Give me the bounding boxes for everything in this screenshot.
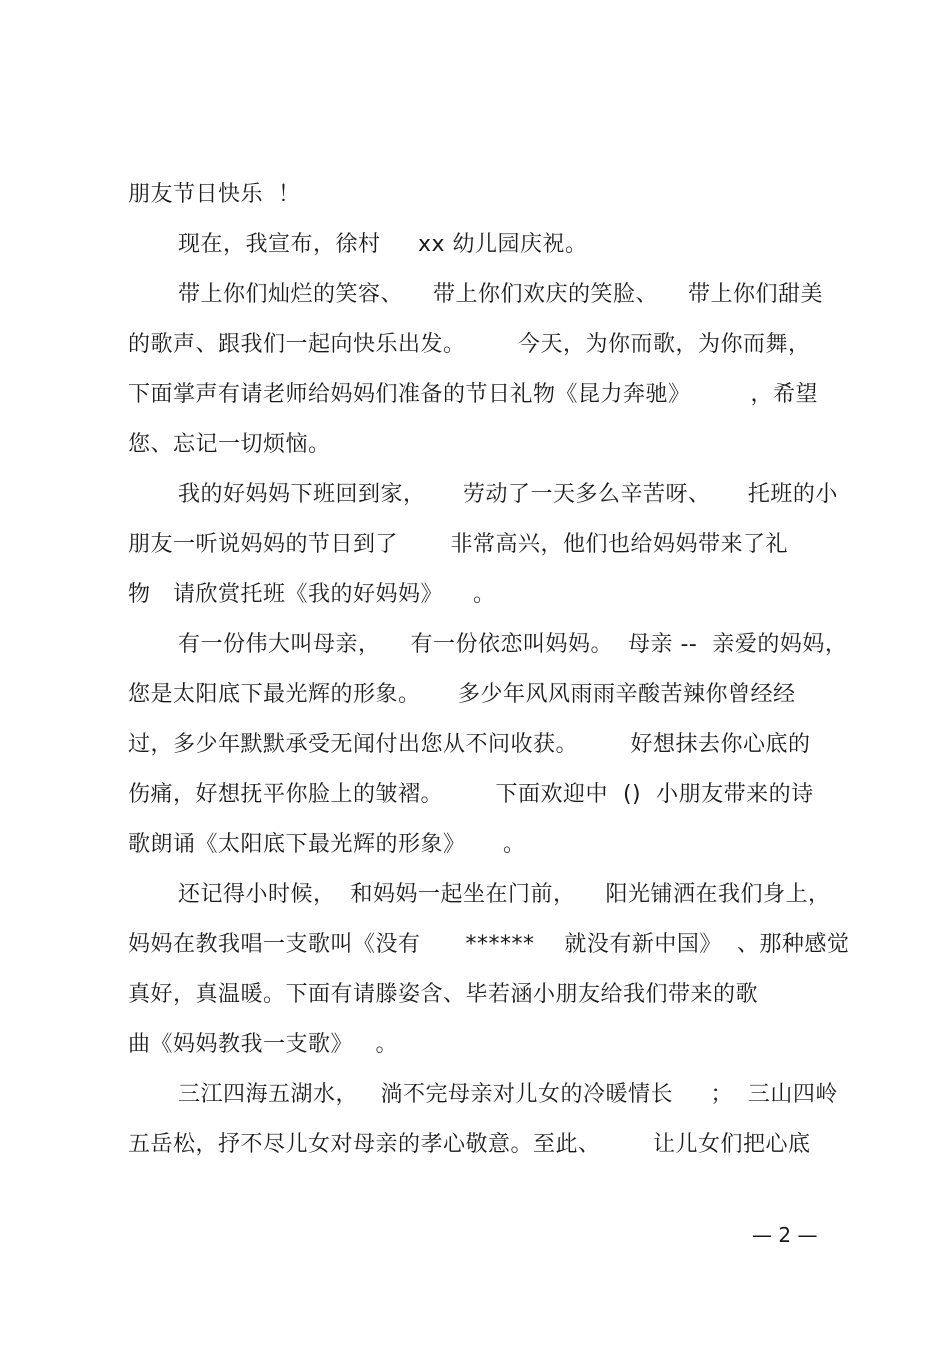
text-line: 下面掌声有请老师给妈妈们准备的节日礼物《昆力奔驰》 ，希望 <box>128 382 818 407</box>
text-line: 物 请欣赏托班《我的好妈妈》 。 <box>128 582 496 607</box>
text-line: 我的好妈妈下班回到家， 劳动了一天多么辛苦呀、 托班的小 <box>178 482 838 507</box>
text-line: 带上你们灿烂的笑容、 带上你们欢庆的笑脸、 带上你们甜美 <box>178 282 823 307</box>
text-line: 您、忘记一切烦恼。 <box>128 432 331 457</box>
page-number: — 2 — <box>752 1223 818 1247</box>
text-line: 歌朗诵《太阳底下最光辉的形象》 。 <box>128 832 526 857</box>
text-line: 朋友一听说妈妈的节日到了 非常高兴，他们也给妈妈带来了礼 <box>128 532 788 557</box>
text-line: 有一份伟大叫母亲， 有一份依恋叫妈妈。 母亲 -- 亲爱的妈妈， <box>178 632 848 657</box>
text-line: 的歌声、跟我们一起向快乐出发。 今天，为你而歌，为你而舞， <box>128 332 811 357</box>
text-line: 妈妈在教我唱一支歌叫《没有 ****** 就没有新中国》 、那种感觉 <box>128 932 850 957</box>
text-line: 真好，真温暖。下面有请滕姿含、毕若涵小朋友给我们带来的歌 <box>128 982 759 1007</box>
text-line: 五岳松，抒不尽儿女对母亲的孝心敬意。至此、 让儿女们把心底 <box>128 1132 811 1157</box>
text-line: 您是太阳底下最光辉的形象。 多少年风风雨雨辛酸苦辣你曾经经 <box>128 682 796 707</box>
text-line: 朋友节日快乐 ！ <box>128 182 301 207</box>
text-line: 现在，我宣布，徐村 xx 幼儿园庆祝。 <box>178 232 588 257</box>
text-line: 三江四海五湖水， 淌不完母亲对儿女的冷暖情长 ； 三山四岭 <box>178 1082 838 1107</box>
text-line: 伤痛，好想抚平你脸上的皱褶。 下面欢迎中 () 小朋友带来的诗 <box>128 782 814 807</box>
text-line: 还记得小时候， 和妈妈一起坐在门前， 阳光铺洒在我们身上， <box>178 882 831 907</box>
text-line: 过，多少年默默承受无闻付出您从不问收获。 好想抹去你心底的 <box>128 732 811 757</box>
text-line: 曲《妈妈教我一支歌》 。 <box>128 1032 398 1057</box>
